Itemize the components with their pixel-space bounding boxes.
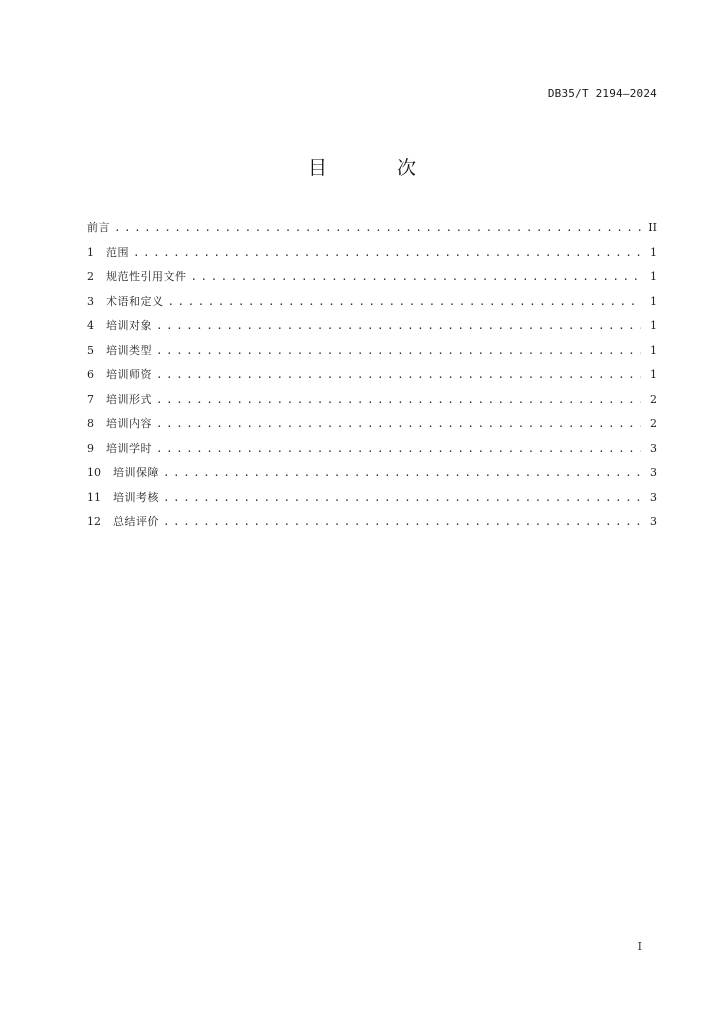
toc-entry-page: 1 [650, 319, 657, 332]
toc-entry-text: 培训学时 [106, 441, 152, 455]
toc-entry-page: 3 [650, 466, 657, 479]
toc-entry-8[interactable] [87, 415, 657, 440]
toc-entry-4[interactable] [87, 317, 657, 342]
toc-leader-dots [191, 268, 642, 286]
toc-entry-2[interactable] [87, 268, 657, 293]
toc-entry-page: 1 [650, 294, 657, 308]
toc-entry-number: 7 [87, 392, 94, 406]
toc-entry-text: 培训对象 [106, 319, 152, 332]
toc-entry-number: 1 [87, 245, 94, 259]
toc-entry-number: 3 [87, 294, 94, 308]
toc-leader-dots [163, 489, 641, 507]
toc-leader-dots [163, 464, 641, 482]
toc-entry-text: 范围 [106, 245, 129, 259]
toc-entry-5[interactable] [87, 342, 657, 367]
toc-entry-page: 1 [650, 270, 657, 283]
toc-entry-text: 培训保障 [113, 466, 159, 479]
document-code: DB35/T 2194—2024 [547, 87, 657, 100]
toc-entry-number: 12 [87, 515, 101, 528]
toc-entry-page: 2 [650, 417, 657, 430]
toc-entry-12[interactable] [87, 513, 657, 538]
toc-entry-number: 5 [87, 343, 94, 357]
toc-leader-dots [114, 219, 641, 237]
toc-entry-1[interactable] [87, 244, 657, 269]
table-of-contents [87, 219, 657, 538]
toc-leader-dots [163, 513, 641, 531]
toc-leader-dots [156, 415, 641, 433]
toc-leader-dots [133, 244, 641, 262]
toc-leader-dots [156, 391, 641, 409]
toc-entry-text: 术语和定义 [106, 294, 164, 308]
toc-entry-number: 8 [87, 417, 94, 430]
toc-leader-dots [156, 342, 641, 360]
toc-entry-page: 3 [650, 441, 657, 455]
page-number: I [637, 940, 642, 953]
toc-entry-9[interactable] [87, 440, 657, 465]
toc-entry-number: 2 [87, 270, 94, 283]
toc-entry-page: 3 [650, 490, 657, 504]
toc-entry-text: 培训师资 [106, 368, 152, 381]
toc-leader-dots [156, 440, 641, 458]
toc-entry-page: 2 [650, 392, 657, 406]
toc-entry-foreword[interactable] [87, 219, 657, 244]
toc-entry-number: 9 [87, 441, 94, 455]
toc-entry-7[interactable] [87, 391, 657, 416]
toc-leader-dots [156, 317, 641, 335]
toc-entry-text: 培训形式 [106, 392, 152, 406]
page-title: 目 次 [307, 157, 449, 179]
toc-entry-text: 培训内容 [106, 417, 152, 430]
toc-entry-3[interactable] [87, 293, 657, 318]
toc-entry-number: 11 [87, 490, 101, 504]
toc-entry-page: II [648, 221, 657, 234]
toc-entry-page: 1 [650, 368, 657, 381]
toc-leader-dots [156, 366, 641, 384]
toc-entry-number: 4 [87, 319, 94, 332]
toc-entry-text: 培训考核 [113, 490, 159, 504]
toc-entry-page: 3 [650, 515, 657, 528]
toc-entry-text: 规范性引用文件 [106, 270, 187, 283]
toc-entry-10[interactable] [87, 464, 657, 489]
toc-entry-text: 培训类型 [106, 343, 152, 357]
toc-entry-11[interactable] [87, 489, 657, 514]
toc-entry-text: 前言 [87, 221, 110, 234]
toc-entry-number: 10 [87, 466, 101, 479]
toc-entry-6[interactable] [87, 366, 657, 391]
toc-entry-page: 1 [650, 343, 657, 357]
toc-entry-number: 6 [87, 368, 94, 381]
toc-leader-dots [168, 293, 642, 311]
toc-entry-text: 总结评价 [113, 515, 159, 528]
toc-entry-page: 1 [650, 245, 657, 259]
